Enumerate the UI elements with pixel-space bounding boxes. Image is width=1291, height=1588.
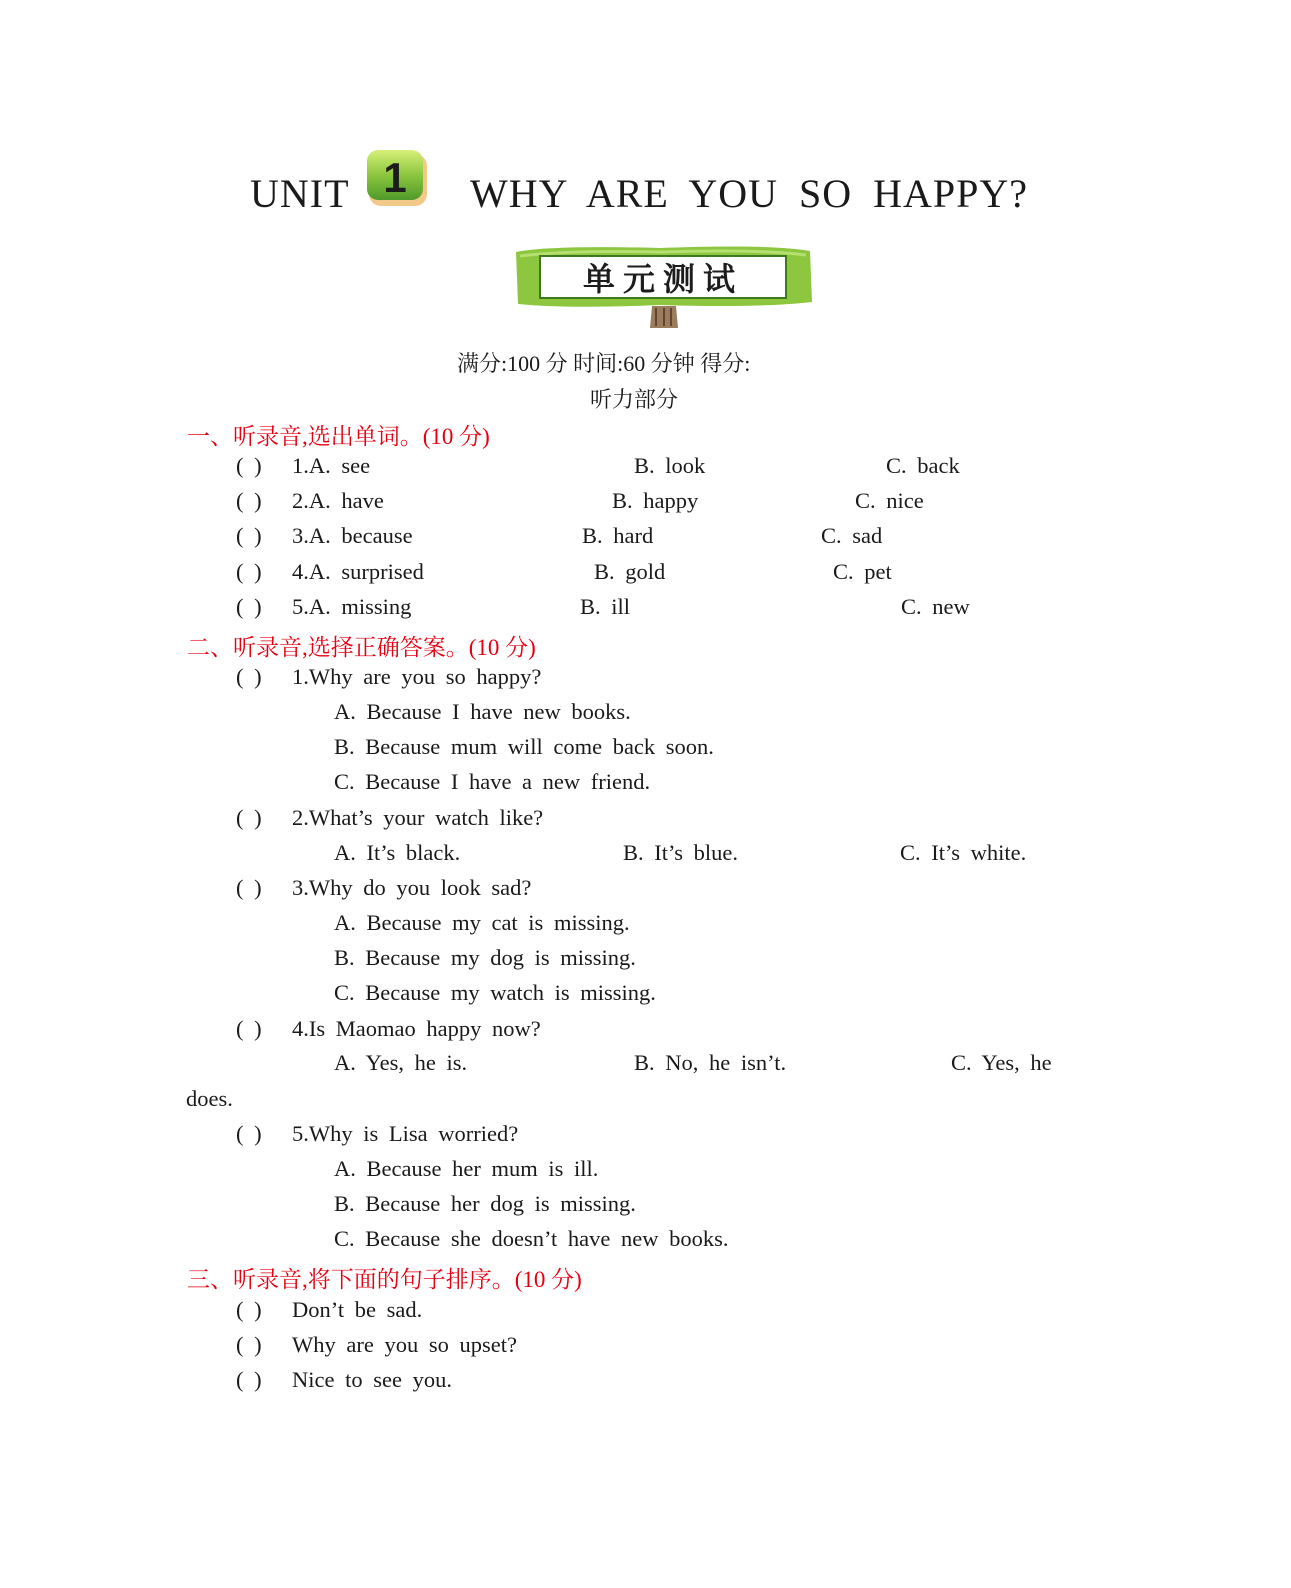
part-label: 听力部分: [590, 387, 679, 412]
option: B. Because my dog is missing.: [334, 945, 636, 970]
section-heading-1: 一、听录音,选出单词。(10 分): [187, 424, 490, 449]
question-2-option-a: 2.A. have: [292, 488, 384, 513]
answer-blank[interactable]: ( ): [236, 1121, 262, 1146]
section-heading-3: 三、听录音,将下面的句子排序。(10 分): [187, 1267, 582, 1292]
option: B. It’s blue.: [623, 840, 738, 865]
unit-test-badge: [510, 242, 816, 332]
unit-title: WHY ARE YOU SO HAPPY?: [470, 171, 1029, 216]
question-3-option-c: C. sad: [821, 523, 883, 548]
answer-blank[interactable]: ( ): [236, 875, 262, 900]
question-1-option-c: C. back: [886, 453, 960, 478]
unit-number: 1: [383, 154, 407, 201]
option: B. Because her dog is missing.: [334, 1191, 636, 1216]
question-5-option-b: B. ill: [580, 594, 631, 619]
option: A. It’s black.: [334, 840, 461, 865]
question-5-option-a: 5.A. missing: [292, 594, 412, 619]
option: B. Because mum will come back soon.: [334, 734, 714, 759]
option-wrap: does.: [186, 1086, 233, 1111]
question-3-option-a: 3.A. because: [292, 523, 413, 548]
option: C. It’s white.: [900, 840, 1027, 865]
answer-blank[interactable]: ( ): [236, 1297, 262, 1322]
option: C. Because I have a new friend.: [334, 769, 651, 794]
option: C. Yes, he: [951, 1050, 1052, 1075]
question-text: 3.Why do you look sad?: [292, 875, 532, 900]
sentence: Nice to see you.: [292, 1367, 452, 1392]
answer-blank[interactable]: ( ): [236, 1016, 262, 1041]
question-text: 1.Why are you so happy?: [292, 664, 542, 689]
answer-blank[interactable]: ( ): [236, 1332, 262, 1357]
option: A. Because my cat is missing.: [334, 910, 630, 935]
score-info: 满分:100 分 时间:60 分钟 得分:: [457, 351, 751, 376]
unit-label: UNIT: [250, 171, 350, 216]
question-5-option-c: C. new: [901, 594, 970, 619]
question-4-option-b: B. gold: [594, 559, 666, 584]
question-1-option-a: 1.A. see: [292, 453, 371, 478]
question-2-option-c: C. nice: [855, 488, 924, 513]
badge-text: 单元测试: [582, 260, 744, 298]
question-4-option-a: 4.A. surprised: [292, 559, 424, 584]
answer-blank[interactable]: ( ): [236, 453, 262, 478]
question-text: 5.Why is Lisa worried?: [292, 1121, 519, 1146]
sentence: Don’t be sad.: [292, 1297, 423, 1322]
option: B. No, he isn’t.: [634, 1050, 787, 1075]
option: C. Because she doesn’t have new books.: [334, 1226, 729, 1251]
option: A. Because I have new books.: [334, 699, 631, 724]
answer-blank[interactable]: ( ): [236, 805, 262, 830]
answer-blank[interactable]: ( ): [236, 594, 262, 619]
answer-blank[interactable]: ( ): [236, 664, 262, 689]
option: C. Because my watch is missing.: [334, 980, 656, 1005]
option: A. Because her mum is ill.: [334, 1156, 599, 1181]
question-2-option-b: B. happy: [612, 488, 699, 513]
question-1-option-b: B. look: [634, 453, 706, 478]
option: A. Yes, he is.: [334, 1050, 468, 1075]
section-heading-2: 二、听录音,选择正确答案。(10 分): [187, 635, 536, 660]
answer-blank[interactable]: ( ): [236, 1367, 262, 1392]
question-4-option-c: C. pet: [833, 559, 892, 584]
answer-blank[interactable]: ( ): [236, 488, 262, 513]
unit-number-badge: [365, 148, 429, 208]
sentence: Why are you so upset?: [292, 1332, 517, 1357]
answer-blank[interactable]: ( ): [236, 523, 262, 548]
question-text: 4.Is Maomao happy now?: [292, 1016, 541, 1041]
question-text: 2.What’s your watch like?: [292, 805, 544, 830]
answer-blank[interactable]: ( ): [236, 559, 262, 584]
question-3-option-b: B. hard: [582, 523, 654, 548]
